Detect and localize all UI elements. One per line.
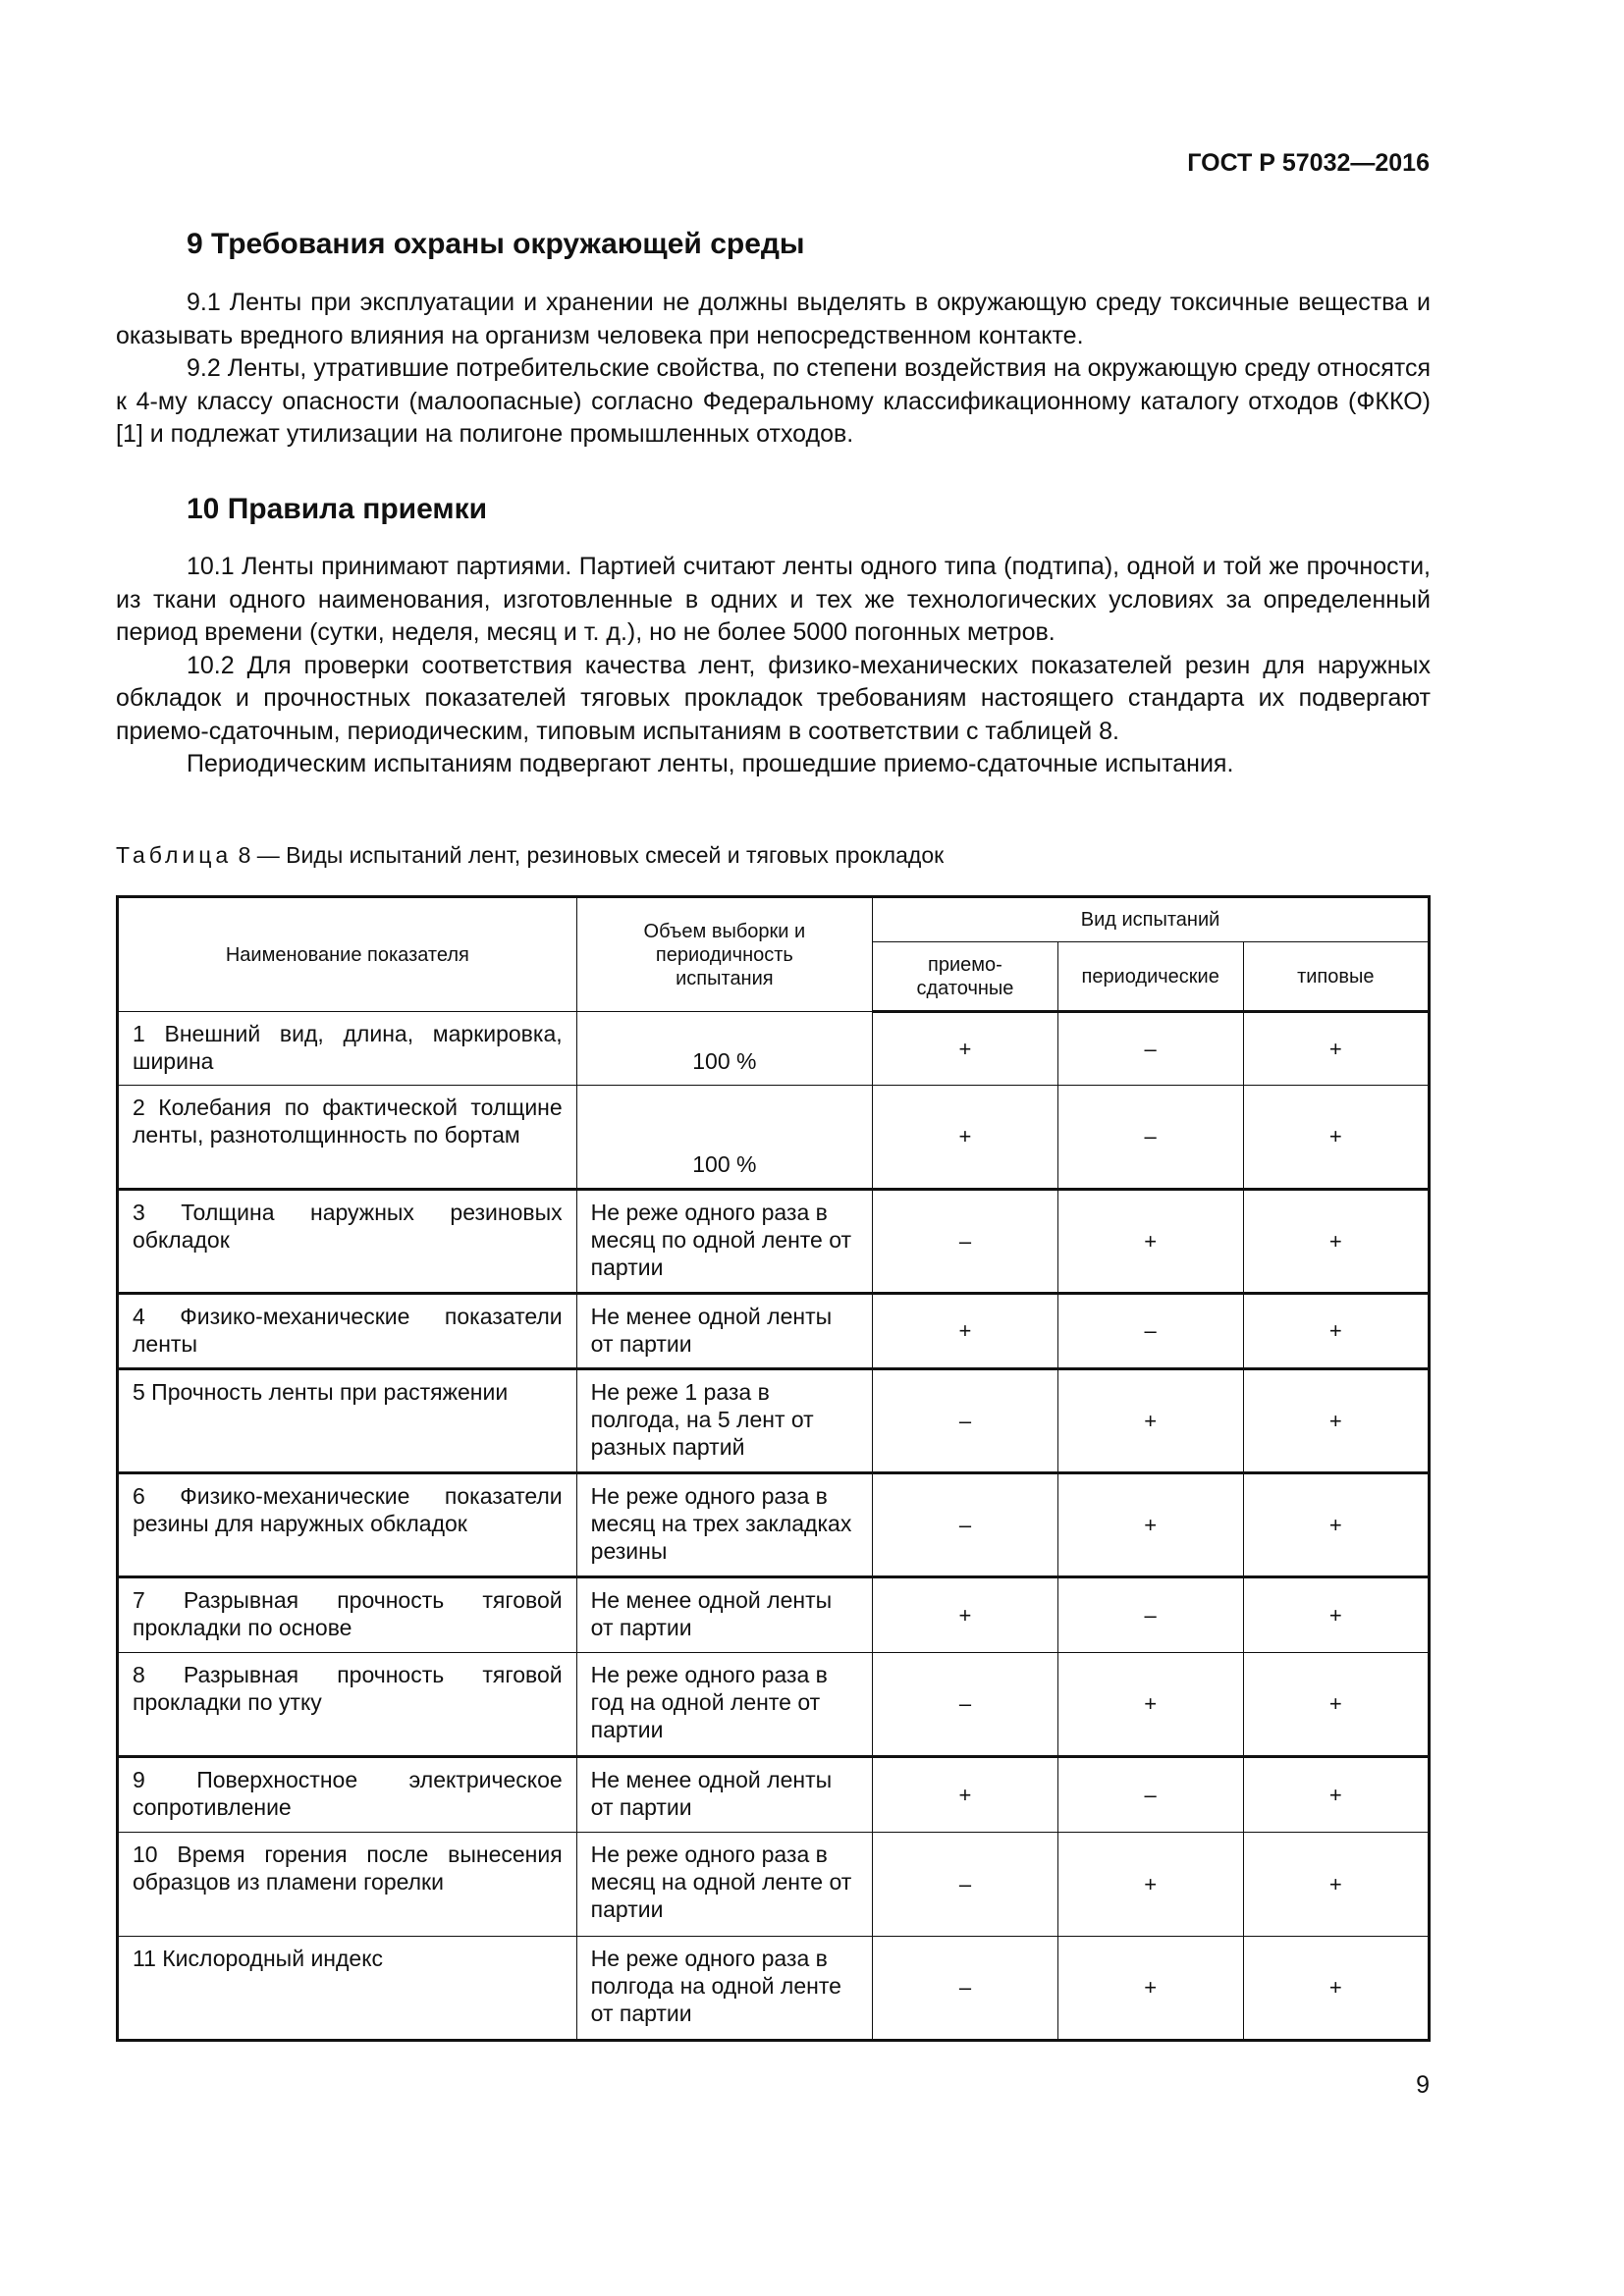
section-10 <box>116 493 1431 526</box>
table-header-row <box>118 897 1430 942</box>
table-caption-text: 8 — Виды испытаний лент, резиновых смесей и тяговых прокладок <box>238 842 945 868</box>
row-sample: 100 % <box>576 1012 872 1086</box>
table-row <box>118 1012 1430 1086</box>
row-name: 5 Прочность ленты при растяжении <box>118 1369 577 1473</box>
row-periodic: + <box>1057 1190 1243 1294</box>
document-id: ГОСТ Р 57032—2016 <box>1187 149 1430 177</box>
row-sample: Не реже одного раза в месяц по одной ленте от партии <box>576 1190 872 1294</box>
section-9 <box>116 228 1431 261</box>
header-test-types: Вид испытаний <box>873 897 1430 942</box>
table-row <box>118 1294 1430 1369</box>
row-periodic: + <box>1057 1369 1243 1473</box>
paragraph-9-1: 9.1 Ленты при эксплуатации и хранении не должны выделять в окружающую среду токсичные вещества и оказывать вредного влияния на организм человека при непосредственном контакте. <box>116 289 1431 349</box>
paragraph-10-2-note: Периодическим испытаниям подвергают ленты, прошедшие приемо-сдаточные испытания. <box>187 750 1234 777</box>
row-name: 7 Разрывная прочность тяговой прокладки по основе <box>118 1577 577 1653</box>
row-sample: Не реже одного раза в месяц на трех закладках резины <box>576 1473 872 1577</box>
row-type: + <box>1243 1012 1429 1086</box>
row-sample: 100 % <box>576 1086 872 1190</box>
row-name: 2 Колебания по фактической толщине ленты, разнотолщинность по бортам <box>118 1086 577 1190</box>
row-type: + <box>1243 1757 1429 1833</box>
row-periodic: + <box>1057 1833 1243 1937</box>
page-number: 9 <box>1416 2071 1430 2099</box>
table-row <box>118 1833 1430 1937</box>
table-row <box>118 1653 1430 1757</box>
table-caption <box>116 842 944 869</box>
row-name: 4 Физико-механические показатели ленты <box>118 1294 577 1369</box>
row-type: + <box>1243 1086 1429 1190</box>
row-name: 9 Поверхностное электрическое сопротивление <box>118 1757 577 1833</box>
header-type-tests: типовые <box>1243 942 1429 1012</box>
row-type: + <box>1243 1577 1429 1653</box>
row-acceptance: + <box>873 1294 1058 1369</box>
row-periodic: + <box>1057 1473 1243 1577</box>
row-acceptance: + <box>873 1757 1058 1833</box>
row-acceptance: – <box>873 1833 1058 1937</box>
row-name: 6 Физико-механические показатели резины для наружных обкладок <box>118 1473 577 1577</box>
row-type: + <box>1243 1833 1429 1937</box>
row-acceptance: – <box>873 1190 1058 1294</box>
row-periodic: – <box>1057 1294 1243 1369</box>
section-10-heading: 10 Правила приемки <box>187 493 488 525</box>
row-periodic: – <box>1057 1012 1243 1086</box>
paragraph-10-1: 10.1 Ленты принимают партиями. Партией считают ленты одного типа (подтипа), одной и той же прочности, из ткани одного наименования, изготовленные в одних и тех же технологических условиях за определенный период времени (сутки, неделя, месяц и т. д.), но не более 5000 погонных метров. <box>116 553 1431 646</box>
table-row <box>118 1473 1430 1577</box>
row-name: 10 Время горения после вынесения образцов из пламени горелки <box>118 1833 577 1937</box>
paragraph-10-2: 10.2 Для проверки соответствия качества лент, физико-механических показателей резин для наружных обкладок и прочностных показателей тяговых прокладок требованиям настоящего стандарта их подвергают приемо-сдаточным, периодическим, типовым испытаниям в соответствии с таблицей 8. <box>116 651 1431 745</box>
row-type: + <box>1243 1937 1429 2041</box>
row-type: + <box>1243 1653 1429 1757</box>
row-name: 3 Толщина наружных резиновых обкладок <box>118 1190 577 1294</box>
table-row <box>118 1190 1430 1294</box>
row-type: + <box>1243 1369 1429 1473</box>
row-name: 1 Внешний вид, длина, маркировка, ширина <box>118 1012 577 1086</box>
paragraph-9-2: 9.2 Ленты, утратившие потребительские свойства, по степени воздействия на окружающую среду относятся к 4-му классу опасности (малоопасные) согласно Федеральному классификационному каталогу отходов (ФККО) [1] и подлежат утилизации на полигоне промышленных отходов. <box>116 354 1431 448</box>
row-periodic: – <box>1057 1577 1243 1653</box>
section-9-body <box>116 287 1431 452</box>
row-sample: Не реже одного раза в полгода на одной ленте от партии <box>576 1937 872 2041</box>
table-caption-label: Таблица <box>116 842 233 868</box>
row-acceptance: + <box>873 1577 1058 1653</box>
row-sample: Не реже одного раза в год на одной ленте от партии <box>576 1653 872 1757</box>
table-row <box>118 1937 1430 2041</box>
tests-table <box>116 895 1431 2042</box>
row-periodic: – <box>1057 1757 1243 1833</box>
section-9-heading: 9 Требования охраны окружающей среды <box>187 228 805 260</box>
row-periodic: – <box>1057 1086 1243 1190</box>
row-name: 8 Разрывная прочность тяговой прокладки по утку <box>118 1653 577 1757</box>
table-row <box>118 1086 1430 1190</box>
header-sample: Объем выборки и периодичность испытания <box>576 897 872 1012</box>
row-name: 11 Кислородный индекс <box>118 1937 577 2041</box>
row-acceptance: – <box>873 1653 1058 1757</box>
row-acceptance: – <box>873 1937 1058 2041</box>
row-type: + <box>1243 1190 1429 1294</box>
table-row <box>118 1369 1430 1473</box>
header-periodic: периодические <box>1057 942 1243 1012</box>
table-row <box>118 1757 1430 1833</box>
row-acceptance: – <box>873 1369 1058 1473</box>
row-acceptance: + <box>873 1012 1058 1086</box>
row-periodic: + <box>1057 1937 1243 2041</box>
header-acceptance: приемо-сдаточные <box>873 942 1058 1012</box>
header-name: Наименование показателя <box>118 897 577 1012</box>
row-sample: Не менее одной ленты от партии <box>576 1757 872 1833</box>
row-sample: Не реже одного раза в месяц на одной ленте от партии <box>576 1833 872 1937</box>
row-sample: Не менее одной ленты от партии <box>576 1294 872 1369</box>
row-periodic: + <box>1057 1653 1243 1757</box>
row-acceptance: + <box>873 1086 1058 1190</box>
row-type: + <box>1243 1294 1429 1369</box>
row-acceptance: – <box>873 1473 1058 1577</box>
row-sample: Не менее одной ленты от партии <box>576 1577 872 1653</box>
row-sample: Не реже 1 раза в полгода, на 5 лент от разных партий <box>576 1369 872 1473</box>
table-row <box>118 1577 1430 1653</box>
row-type: + <box>1243 1473 1429 1577</box>
section-10-body <box>116 551 1431 781</box>
